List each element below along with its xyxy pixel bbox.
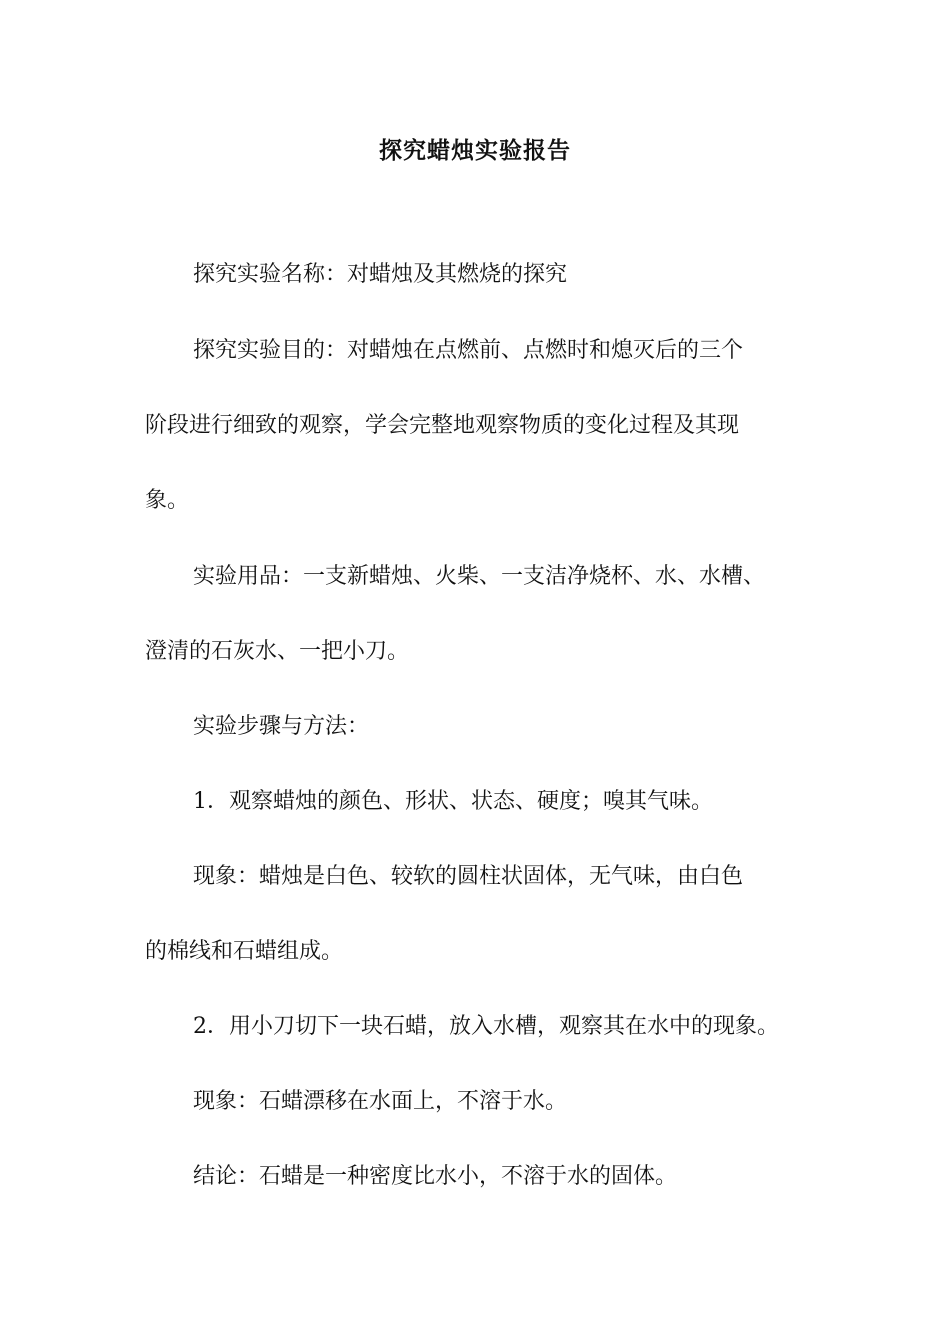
step-2-line: 2．用小刀切下一块石蜡，放入水槽，观察其在水中的现象。 [193,1014,779,1039]
experiment-purpose-line-2: 阶段进行细致的观察，学会完整地观察物质的变化过程及其现 [145,413,740,438]
experiment-name-line: 探究实验名称：对蜡烛及其燃烧的探究 [193,262,568,287]
experiment-purpose-line-1: 探究实验目的：对蜡烛在点燃前、点燃时和熄灭后的三个 [193,338,744,363]
step-2-conclusion-line: 结论：石蜡是一种密度比水小，不溶于水的固体。 [193,1164,678,1189]
materials-line-1: 实验用品：一支新蜡烛、火柴、一支洁净烧杯、水、水槽、 [193,564,766,589]
step-1-phenomenon-line-1: 现象：蜡烛是白色、较软的圆柱状固体，无气味，由白色 [193,864,744,889]
step-2-phenomenon-line: 现象：石蜡漂移在水面上，不溶于水。 [193,1089,568,1114]
materials-line-2: 澄清的石灰水、一把小刀。 [145,639,410,664]
experiment-purpose-line-3: 象。 [145,488,190,513]
steps-heading: 实验步骤与方法： [193,714,370,739]
document-title: 探究蜡烛实验报告 [379,137,571,164]
step-1-phenomenon-line-2: 的棉线和石蜡组成。 [145,939,344,964]
step-1-line: 1．观察蜡烛的颜色、形状、状态、硬度；嗅其气味。 [193,789,713,814]
